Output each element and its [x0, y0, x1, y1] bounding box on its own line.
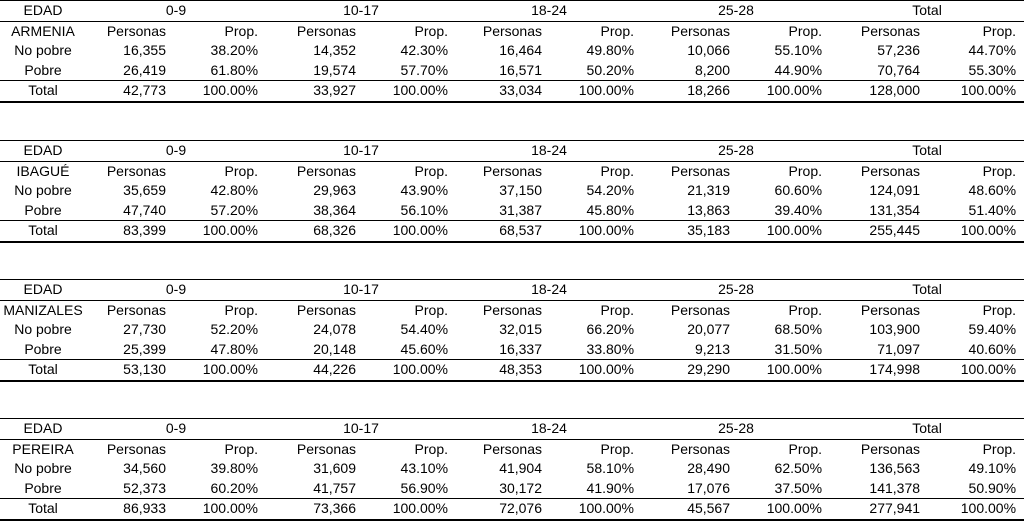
cell: 68,326: [266, 221, 364, 242]
cell: 100.00%: [550, 81, 642, 102]
city-name: MANIZALES: [3, 301, 83, 318]
cell: 100.00%: [174, 360, 266, 381]
prop-header: Prop.: [982, 22, 1017, 39]
table-row-total: [0, 221, 1024, 242]
cell: 51.40%: [968, 201, 1017, 218]
prop-header: Prop.: [788, 301, 823, 318]
cell: 31.50%: [774, 340, 823, 357]
row-label: Pobre: [24, 61, 62, 78]
cell: 44,226: [266, 360, 364, 381]
age-group-18-24: 18-24: [456, 141, 642, 162]
cell: 13,863: [687, 201, 731, 218]
cell: 43.90%: [400, 182, 449, 199]
row-label: Pobre: [24, 479, 62, 496]
edad-label: EDAD: [0, 419, 86, 440]
city-table-pereira: [0, 418, 1024, 521]
cell: 136,563: [869, 460, 921, 477]
prop-header: Prop.: [788, 162, 823, 179]
cell: 141,378: [869, 479, 921, 496]
cell: 17,076: [687, 479, 731, 496]
cell: 20,148: [313, 340, 357, 357]
prop-header: Prop.: [224, 22, 259, 39]
age-group-total: Total: [830, 141, 1024, 162]
city-name: PEREIRA: [12, 440, 74, 457]
cell: 41,757: [313, 479, 357, 496]
cell: 30,172: [499, 479, 543, 496]
age-group-18-24: 18-24: [456, 1, 642, 22]
age-group-10-17: 10-17: [266, 141, 456, 162]
cell: 68.50%: [774, 321, 823, 338]
cell: 100.00%: [928, 360, 1024, 381]
personas-header: Personas: [482, 440, 543, 457]
personas-header: Personas: [106, 440, 166, 457]
age-group-total: Total: [830, 1, 1024, 22]
cell: 16,571: [499, 61, 543, 78]
prop-header: Prop.: [224, 440, 259, 457]
cell: 40.60%: [968, 340, 1017, 357]
age-group-10-17: 10-17: [266, 419, 456, 440]
prop-header: Prop.: [982, 162, 1017, 179]
prop-header: Prop.: [224, 162, 259, 179]
city-table-ibague: [0, 140, 1024, 243]
table-row-pobre: [0, 340, 1024, 360]
cell: 38.20%: [210, 42, 259, 59]
cell: 16,337: [499, 340, 543, 357]
age-group-10-17: 10-17: [266, 280, 456, 301]
cell: 52.20%: [210, 321, 259, 338]
personas-header: Personas: [670, 22, 731, 39]
cell: 56.10%: [400, 201, 449, 218]
personas-header: Personas: [670, 162, 731, 179]
table-row-total: [0, 81, 1024, 102]
cell: 100.00%: [738, 499, 830, 520]
cell: 124,091: [869, 182, 921, 199]
age-group-0-9: 0-9: [86, 1, 266, 22]
personas-header: Personas: [296, 22, 357, 39]
cell: 48.60%: [968, 182, 1017, 199]
cell: 60.20%: [210, 479, 259, 496]
cell: 54.20%: [586, 182, 635, 199]
cell: 44.70%: [968, 42, 1017, 59]
table-row-total: [0, 499, 1024, 520]
cell: 57.20%: [210, 201, 259, 218]
table-row-no-pobre: [0, 41, 1024, 61]
age-header-row: [0, 280, 1024, 301]
row-label: No pobre: [14, 182, 72, 199]
row-label: Total: [0, 499, 86, 520]
personas-header: Personas: [670, 301, 731, 318]
cell: 52,373: [123, 479, 166, 496]
cell: 8,200: [694, 61, 731, 78]
cell: 68,537: [456, 221, 550, 242]
personas-header: Personas: [860, 162, 921, 179]
cell: 66.20%: [586, 321, 635, 338]
cell: 277,941: [830, 499, 928, 520]
personas-header: Personas: [296, 440, 357, 457]
cell: 18,266: [642, 81, 738, 102]
table-row-no-pobre: [0, 320, 1024, 340]
cell: 100.00%: [928, 221, 1024, 242]
cell: 71,097: [877, 340, 921, 357]
cell: 54.40%: [400, 321, 449, 338]
prop-header: Prop.: [414, 301, 449, 318]
personas-header: Personas: [296, 301, 357, 318]
cell: 131,354: [869, 201, 921, 218]
cell: 24,078: [313, 321, 357, 338]
edad-label: EDAD: [0, 1, 86, 22]
cell: 47.80%: [210, 340, 259, 357]
row-label: Pobre: [24, 201, 62, 218]
cell: 100.00%: [364, 499, 456, 520]
age-group-total: Total: [830, 280, 1024, 301]
cell: 55.10%: [774, 42, 823, 59]
cell: 48,353: [456, 360, 550, 381]
age-group-25-28: 25-28: [642, 141, 830, 162]
prop-header: Prop.: [224, 301, 259, 318]
cell: 100.00%: [364, 81, 456, 102]
cell: 100.00%: [738, 81, 830, 102]
cell: 55.30%: [968, 61, 1017, 78]
row-label: Pobre: [24, 340, 62, 357]
city-name: ARMENIA: [11, 22, 75, 39]
prop-header: Prop.: [788, 440, 823, 457]
personas-header: Personas: [296, 162, 357, 179]
cell: 45.60%: [400, 340, 449, 357]
cell: 29,963: [313, 182, 357, 199]
cell: 72,076: [456, 499, 550, 520]
age-group-25-28: 25-28: [642, 419, 830, 440]
cell: 100.00%: [174, 81, 266, 102]
age-group-25-28: 25-28: [642, 280, 830, 301]
sub-header-row: [0, 21, 1024, 41]
cell: 57,236: [877, 42, 921, 59]
personas-header: Personas: [482, 301, 543, 318]
personas-header: Personas: [860, 440, 921, 457]
age-group-25-28: 25-28: [642, 1, 830, 22]
cell: 100.00%: [738, 360, 830, 381]
prop-header: Prop.: [600, 22, 635, 39]
table-row-total: [0, 360, 1024, 381]
cell: 38,364: [313, 201, 357, 218]
cell: 45,567: [642, 499, 738, 520]
prop-header: Prop.: [600, 162, 635, 179]
edad-label: EDAD: [0, 141, 86, 162]
cell: 49.10%: [968, 460, 1017, 477]
row-label: No pobre: [14, 460, 72, 477]
cell: 62.50%: [774, 460, 823, 477]
city-table-armenia: [0, 0, 1024, 103]
cell: 42,773: [86, 81, 174, 102]
cell: 31,609: [313, 460, 357, 477]
cell: 100.00%: [364, 221, 456, 242]
prop-header: Prop.: [600, 440, 635, 457]
cell: 174,998: [830, 360, 928, 381]
cell: 43.10%: [400, 460, 449, 477]
cell: 9,213: [694, 340, 731, 357]
table-row-pobre: [0, 201, 1024, 221]
cell: 53,130: [86, 360, 174, 381]
row-label: Total: [0, 360, 86, 381]
cell: 29,290: [642, 360, 738, 381]
cell: 33,927: [266, 81, 364, 102]
cell: 100.00%: [364, 360, 456, 381]
cell: 33,034: [456, 81, 550, 102]
cell: 45.80%: [586, 201, 635, 218]
cell: 50.90%: [968, 479, 1017, 496]
edad-label: EDAD: [0, 280, 86, 301]
cell: 128,000: [830, 81, 928, 102]
cell: 35,183: [642, 221, 738, 242]
cell: 100.00%: [174, 221, 266, 242]
sub-header-row: [0, 439, 1024, 459]
age-group-total: Total: [830, 419, 1024, 440]
personas-header: Personas: [106, 301, 166, 318]
cell: 19,574: [313, 61, 357, 78]
cell: 60.60%: [774, 182, 823, 199]
cell: 34,560: [123, 460, 166, 477]
row-label: Total: [0, 81, 86, 102]
city-table-manizales: [0, 279, 1024, 382]
age-group-18-24: 18-24: [456, 280, 642, 301]
row-label: No pobre: [14, 42, 72, 59]
cell: 33.80%: [586, 340, 635, 357]
age-group-0-9: 0-9: [86, 280, 266, 301]
prop-header: Prop.: [414, 162, 449, 179]
age-group-0-9: 0-9: [86, 141, 266, 162]
cell: 27,730: [123, 321, 166, 338]
age-header-row: [0, 1, 1024, 22]
cell: 39.40%: [774, 201, 823, 218]
cell: 35,659: [123, 182, 166, 199]
cell: 47,740: [123, 201, 166, 218]
cell: 16,464: [499, 42, 543, 59]
cell: 37.50%: [774, 479, 823, 496]
age-group-0-9: 0-9: [86, 419, 266, 440]
prop-header: Prop.: [600, 301, 635, 318]
cell: 58.10%: [586, 460, 635, 477]
prop-header: Prop.: [982, 440, 1017, 457]
cell: 100.00%: [738, 221, 830, 242]
cell: 100.00%: [550, 221, 642, 242]
cell: 70,764: [877, 61, 921, 78]
cell: 61.80%: [210, 61, 259, 78]
cell: 41,904: [499, 460, 543, 477]
cell: 14,352: [313, 42, 357, 59]
cell: 103,900: [869, 321, 921, 338]
personas-header: Personas: [860, 22, 921, 39]
table-row-no-pobre: [0, 181, 1024, 201]
cell: 100.00%: [174, 499, 266, 520]
cell: 32,015: [499, 321, 543, 338]
cell: 56.90%: [400, 479, 449, 496]
prop-header: Prop.: [788, 22, 823, 39]
sub-header-row: [0, 161, 1024, 181]
personas-header: Personas: [482, 162, 543, 179]
cell: 26,419: [123, 61, 166, 78]
cell: 31,387: [499, 201, 543, 218]
cell: 59.40%: [968, 321, 1017, 338]
cell: 50.20%: [586, 61, 635, 78]
personas-header: Personas: [106, 22, 166, 39]
age-group-10-17: 10-17: [266, 1, 456, 22]
city-name: IBAGUÉ: [16, 162, 70, 179]
cell: 73,366: [266, 499, 364, 520]
prop-header: Prop.: [414, 440, 449, 457]
cell: 57.70%: [400, 61, 449, 78]
prop-header: Prop.: [414, 22, 449, 39]
personas-header: Personas: [670, 440, 731, 457]
cell: 255,445: [830, 221, 928, 242]
cell: 100.00%: [550, 360, 642, 381]
table-row-no-pobre: [0, 459, 1024, 479]
personas-header: Personas: [106, 162, 166, 179]
cell: 42.30%: [400, 42, 449, 59]
cell: 83,399: [86, 221, 174, 242]
cell: 16,355: [123, 42, 166, 59]
table-row-pobre: [0, 479, 1024, 499]
cell: 41.90%: [586, 479, 635, 496]
row-label: Total: [0, 221, 86, 242]
cell: 100.00%: [928, 499, 1024, 520]
age-header-row: [0, 141, 1024, 162]
cell: 100.00%: [550, 499, 642, 520]
personas-header: Personas: [860, 301, 921, 318]
cell: 10,066: [687, 42, 731, 59]
cell: 21,319: [687, 182, 731, 199]
prop-header: Prop.: [982, 301, 1017, 318]
cell: 28,490: [687, 460, 731, 477]
cell: 39.80%: [210, 460, 259, 477]
row-label: No pobre: [14, 321, 72, 338]
cell: 86,933: [86, 499, 174, 520]
age-group-18-24: 18-24: [456, 419, 642, 440]
personas-header: Personas: [482, 22, 543, 39]
cell: 20,077: [687, 321, 731, 338]
cell: 100.00%: [928, 81, 1024, 102]
age-header-row: [0, 419, 1024, 440]
cell: 25,399: [123, 340, 166, 357]
cell: 44.90%: [774, 61, 823, 78]
cell: 37,150: [499, 182, 543, 199]
sub-header-row: [0, 300, 1024, 320]
cell: 42.80%: [210, 182, 259, 199]
table-row-pobre: [0, 61, 1024, 81]
cell: 49.80%: [586, 42, 635, 59]
